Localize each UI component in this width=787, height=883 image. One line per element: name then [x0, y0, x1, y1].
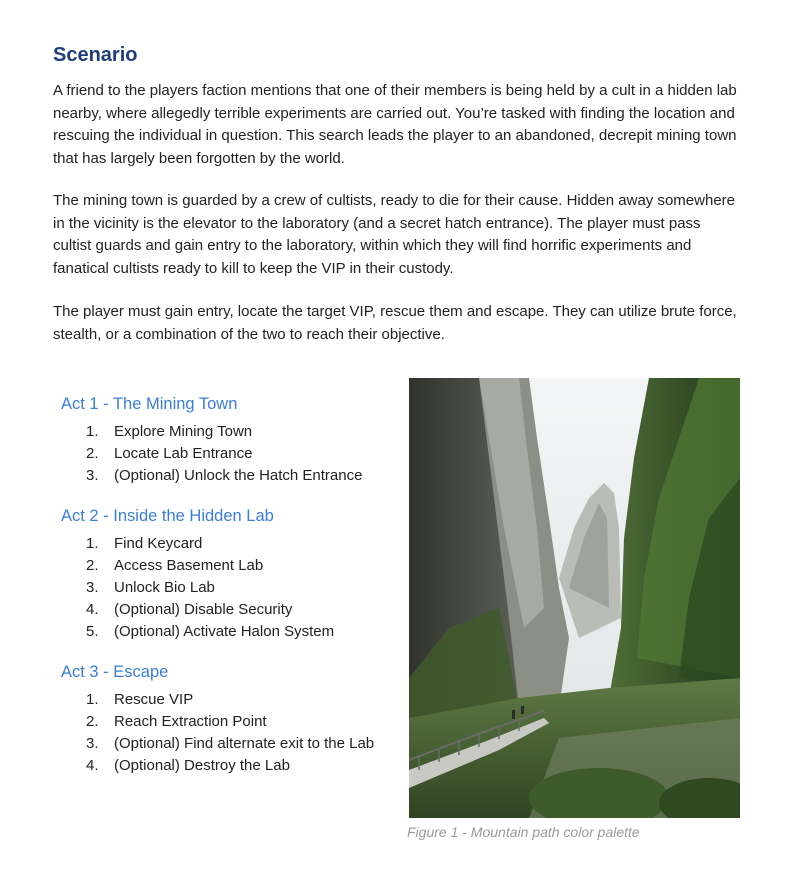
mountain-path-photo — [409, 378, 740, 818]
list-text: Rescue VIP — [114, 691, 194, 708]
list-item — [61, 533, 401, 555]
list-text: (Optional) Find alternate exit to the Lab — [114, 735, 375, 752]
page-title: Scenario — [53, 44, 138, 66]
list-item — [61, 733, 401, 755]
act-2-heading: Act 2 - Inside the Hidden Lab — [61, 507, 274, 525]
list-text: Locate Lab Entrance — [114, 445, 253, 462]
list-number: 3. — [86, 735, 99, 752]
list-number: 2. — [86, 445, 99, 462]
acts-section — [61, 393, 401, 795]
act-1-list — [61, 421, 401, 487]
list-number: 4. — [86, 601, 99, 618]
list-number: 4. — [86, 757, 99, 774]
list-text: Reach Extraction Point — [114, 713, 267, 730]
hiker-figure — [512, 710, 515, 719]
act-1-heading: Act 1 - The Mining Town — [61, 395, 238, 413]
list-number: 5. — [86, 623, 99, 640]
list-text: (Optional) Unlock the Hatch Entrance — [114, 467, 363, 484]
list-item — [61, 555, 401, 577]
list-item — [61, 465, 401, 487]
list-item — [61, 621, 401, 643]
scenario-paragraph-3: The player must gain entry, locate the target VIP, rescue them and escape. They can utilize brute force, stealth, or a combination of the two to reach their objective. — [53, 303, 737, 343]
list-item — [61, 599, 401, 621]
list-item — [61, 711, 401, 733]
list-text: Access Basement Lab — [114, 557, 264, 574]
list-text: (Optional) Activate Halon System — [114, 623, 335, 640]
list-text: (Optional) Disable Security — [114, 601, 293, 618]
mountain-path-illustration — [409, 378, 740, 818]
list-text: Unlock Bio Lab — [114, 579, 215, 596]
list-text: (Optional) Destroy the Lab — [114, 757, 290, 774]
list-item — [61, 689, 401, 711]
list-item — [61, 443, 401, 465]
list-number: 1. — [86, 423, 99, 440]
list-number: 1. — [86, 535, 99, 552]
list-item — [61, 421, 401, 443]
list-number: 1. — [86, 691, 99, 708]
scenario-paragraph-2: The mining town is guarded by a crew of cultists, ready to die for their cause. Hidden away somewhere in the vicinity is the elevator to the laboratory (and a secret hatch entrance). The player must pass cultist guards and gain entry to the laboratory, within which they will find horrific experiments and fanatical cultists ready to kill to keep the VIP in their custody. — [53, 192, 736, 277]
list-number: 3. — [86, 579, 99, 596]
act-3-list — [61, 689, 401, 777]
list-number: 2. — [86, 713, 99, 730]
act-3-heading: Act 3 - Escape — [61, 663, 169, 681]
scenario-paragraph-1: A friend to the players faction mentions that one of their members is being held by a cult in a hidden lab nearby, where allegedly terrible experiments are carried out. You’re tasked with finding the location and rescuing the individual in question. This search leads the player to an abandoned, decrepit mining town that has largely been forgotten by the world. — [53, 82, 737, 167]
list-number: 3. — [86, 467, 99, 484]
list-item — [61, 755, 401, 777]
list-text: Explore Mining Town — [114, 423, 253, 440]
act-2-list — [61, 533, 401, 643]
hiker-figure — [521, 706, 524, 714]
figure-caption: Figure 1 - Mountain path color palette — [407, 824, 640, 840]
list-item — [61, 577, 401, 599]
list-number: 2. — [86, 557, 99, 574]
list-text: Find Keycard — [114, 535, 203, 552]
